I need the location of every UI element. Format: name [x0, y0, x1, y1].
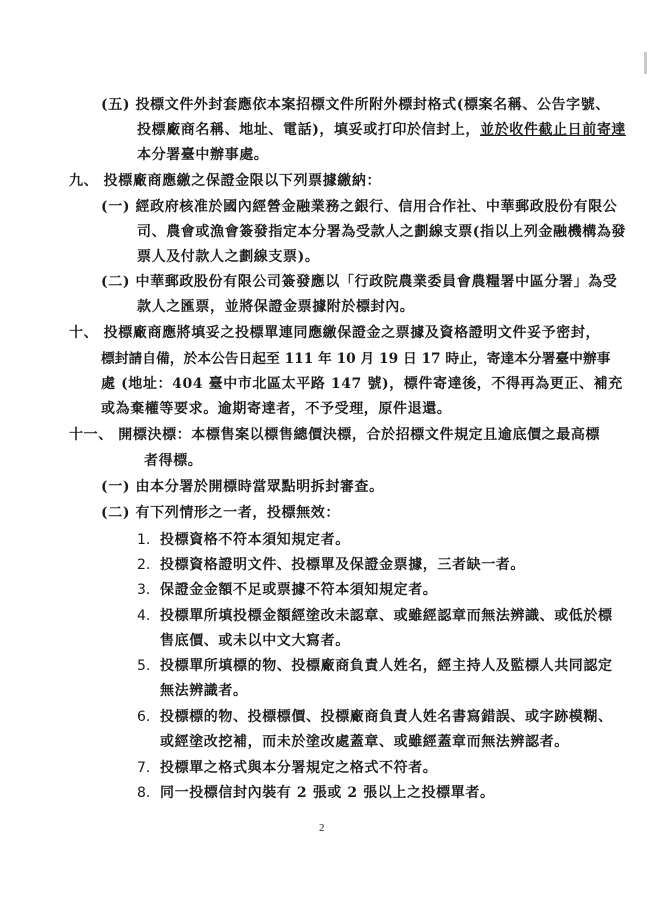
list-item-text: 保證金金額不足或票據不符本須知規定者。: [160, 582, 438, 598]
list-number: 4.: [137, 608, 151, 624]
section-heading-10: 十、 投標廠商應將填妥之投標單連同應繳保證金之票據及資格證明文件妥予密封，: [69, 325, 601, 341]
paragraph-line: 者得標。: [144, 453, 203, 469]
paragraph-line: 本分署臺中辦事處。: [137, 147, 269, 163]
list-item-text: 投標資格不符本須知規定者。: [160, 532, 350, 548]
paragraph-line: (一) 由本分署於開標時當眾點明拆封審查。: [101, 479, 384, 495]
list-number: 7.: [137, 760, 151, 776]
list-number: 3.: [137, 582, 151, 598]
paragraph-line: 處 (地址：404 臺中市北區太平路 147 號)，標件寄達後，不得再為更正、補充: [101, 376, 623, 392]
list-item-text: 投標單所填標的物、投標廠商負責人姓名，經主持人及監標人共同認定: [160, 658, 613, 674]
list-number: 1.: [137, 532, 151, 548]
paragraph-line: 票人及付款人之劃線支票)。: [137, 249, 320, 265]
list-item-text: 投標單所填投標金額經塗改未認章、或雖經認章而無法辨識、或低於標: [160, 608, 613, 624]
paragraph-line: 款人之匯票，並將保證金票據附於標封內。: [137, 299, 415, 315]
list-item-text: 售底價、或未以中文大寫者。: [160, 633, 350, 649]
list-item-text: 或經塗改挖補，而未於塗改處蓋章、或雖經蓋章而無法辨認者。: [160, 734, 569, 750]
list-number: 6.: [137, 709, 151, 725]
underlined-deadline-text: 並於收件截止日前寄達: [480, 122, 627, 138]
paragraph-line: (五) 投標文件外封套應依本案招標文件所附外標封格式(標案名稱、公告字號、: [101, 97, 610, 113]
list-item-text: 投標單之格式與本分署規定之格式不符者。: [160, 760, 438, 776]
list-item-text: 投標資格證明文件、投標單及保證金票據，三者缺一者。: [160, 557, 525, 573]
paragraph-line: (一) 經政府核准於國內經營金融業務之銀行、信用合作社、中華郵政股份有限公: [101, 199, 618, 215]
section-heading-11: 十一、 開標決標：本標售案以標售總價決標，合於招標文件規定且逾底價之最高標: [69, 427, 601, 443]
paragraph-line: 標封請自備，於本公告日起至 111 年 10 月 19 日 17 時止，寄達本分署臺中辦事: [101, 351, 611, 367]
list-number: 2.: [137, 557, 151, 573]
paragraph-line: 司、農會或漁會簽發指定本分署為受款人之劃線支票(指以上列金融機構為發: [137, 224, 627, 240]
list-item-text: 無法辨識者。: [160, 683, 248, 699]
page-number: 2: [319, 822, 325, 834]
paragraph-line: (二) 中華郵政股份有限公司簽發應以「行政院農業委員會農糧署中區分署」為受: [101, 274, 618, 290]
paragraph-line: (二) 有下列情形之一者，投標無效：: [101, 505, 340, 521]
list-item-text: 同一投標信封內裝有 2 張或 2 張以上之投標單者。: [160, 785, 495, 801]
section-heading-9: 九、 投標廠商應繳之保證金限以下列票據繳納：: [69, 173, 382, 189]
paragraph-line: 或為棄權等要求。逾期寄達者，不予受理，原件退還。: [101, 401, 452, 417]
list-number: 5.: [137, 658, 151, 674]
scan-edge-mark: [644, 52, 647, 74]
list-number: 8.: [137, 785, 151, 801]
paragraph-line: 投標廠商名稱、地址、電話)，填妥或打印於信封上，並於收件截止日前寄達: [137, 122, 627, 138]
list-item-text: 投標標的物、投標標價、投標廠商負責人姓名書寫錯誤、或字跡模糊、: [160, 709, 613, 725]
